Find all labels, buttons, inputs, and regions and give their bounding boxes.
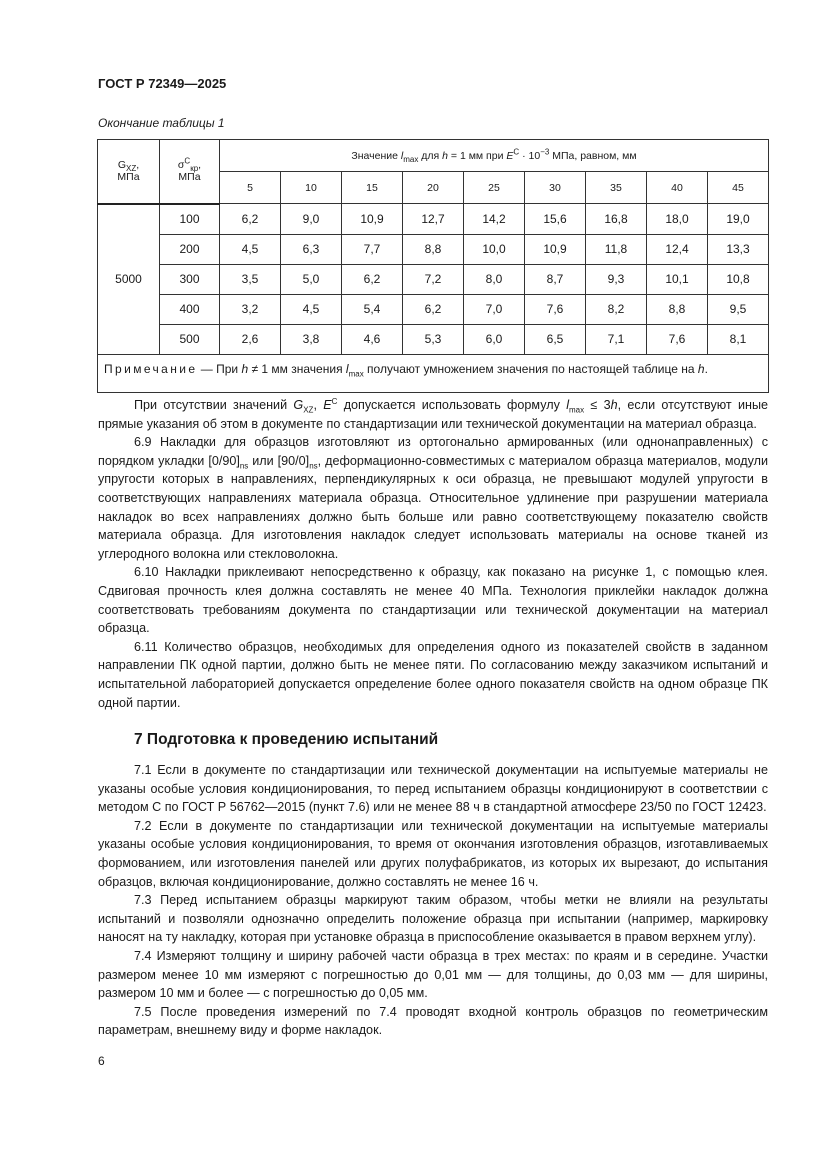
e-value-header: 25: [464, 172, 525, 204]
value-cell: 6,0: [464, 324, 525, 354]
value-cell: 9,5: [708, 294, 769, 324]
e-value-header: 35: [586, 172, 647, 204]
value-cell: 8,2: [586, 294, 647, 324]
value-cell: 10,8: [708, 264, 769, 294]
value-cell: 7,6: [647, 324, 708, 354]
value-cell: 8,1: [708, 324, 769, 354]
paragraph-6-9: 6.9 Накладки для образцов изготовляют из ортогонально армированных (или однонаправленных) с порядком укладки $[0/90]_{ns}$ или $[90/0]_{ns}$, деформационно-совместимых с материалом образца материалов, модули упругости которых в направлениях, перпендикулярных к оси образца, не превышают модулей упругости в соответствующих направлениях материала образца. Относительное удлинение при разрушении материала накладок во всех направлениях должно быть больше или равно соответствующему показателю свойств материала образца. Для изготовления накладок следует использовать материалы на основе тканей из углеродного волокна или стекловолокна.: [98, 435, 768, 561]
value-cell: 8,7: [525, 264, 586, 294]
value-cell: 5,0: [281, 264, 342, 294]
value-cell: 10,0: [464, 234, 525, 264]
paragraph-6-10: 6.10 Накладки приклеивают непосредственно к образцу, как показано на рисунке 1, с помощью клея. Сдвиговая прочность клея должна составлять не менее 40 МПа. Технология приклейки накладок должна соответствовать требованиям документа по стандартизации или технической документации на материал образца.: [98, 565, 768, 636]
value-cell: 2,6: [220, 324, 281, 354]
value-cell: 7,1: [586, 324, 647, 354]
value-cell: 4,6: [342, 324, 403, 354]
table-row: [98, 204, 769, 235]
table-row: [98, 324, 769, 354]
e-value-header: 15: [342, 172, 403, 204]
value-cell: 12,4: [647, 234, 708, 264]
paragraph-7-5: 7.5 После проведения измерений по 7.4 проводят входной контроль образцов по геометрическим параметрам, внешнему виду и форме накладок.: [98, 1004, 768, 1038]
value-cell: 10,1: [647, 264, 708, 294]
value-cell: 3,5: [220, 264, 281, 294]
value-cell: 6,2: [342, 264, 403, 294]
value-cell: 19,0: [708, 204, 769, 235]
value-cell: 8,0: [464, 264, 525, 294]
sigma-cell: 100: [160, 204, 220, 235]
sigma-cell: 300: [160, 264, 220, 294]
values-table: [97, 139, 769, 393]
section-title: 7 Подготовка к проведению испытаний: [134, 731, 439, 748]
value-cell: 10,9: [525, 234, 586, 264]
paragraph-7-3: 7.3 Перед испытанием образцы маркируют таким образом, чтобы метки не влияли на результаты испытаний и позволяли однозначно определить положение образца при испытании (например, маркировку наносят на ту накладку, которая при установке образца в приспособление оказывается в правом верхнем углу).: [98, 893, 768, 945]
header-lmax-span: Значение $l_{max}$ для h = 1 мм при $E^С \cdot 10^{-3}$ МПа, равном, мм: [220, 140, 769, 172]
table-row: [98, 234, 769, 264]
value-cell: 3,2: [220, 294, 281, 324]
value-cell: 3,8: [281, 324, 342, 354]
paragraph-7-4: 7.4 Измеряют толщину и ширину рабочей части образца в трех местах: по краям и в середине. Участки размером менее 10 мм измеряют с погрешностью до 0,01 мм — для толщины, до 0,03 мм — для ширины, размером 10 мм и более — с погрешностью до 0,05 мм.: [98, 948, 768, 1001]
value-cell: 7,0: [464, 294, 525, 324]
value-cell: 9,0: [281, 204, 342, 235]
e-value-header: 30: [525, 172, 586, 204]
e-value-header: 20: [403, 172, 464, 204]
value-cell: 5,3: [403, 324, 464, 354]
value-cell: 14,2: [464, 204, 525, 235]
value-cell: 6,2: [403, 294, 464, 324]
table-note: Примечание — При h ≠ 1 мм значения $l_{max}$ получают умножением значения по настоящей таблице на h.: [98, 354, 769, 392]
g-value-cell: 5000: [98, 204, 160, 355]
e-value-header: 40: [647, 172, 708, 204]
value-cell: 7,2: [403, 264, 464, 294]
value-cell: 7,6: [525, 294, 586, 324]
body-block-2: [98, 761, 768, 1040]
value-cell: 15,6: [525, 204, 586, 235]
header-g-xz: $G_{XZ}$, МПа: [98, 140, 160, 204]
value-cell: 6,2: [220, 204, 281, 235]
value-cell: 8,8: [403, 234, 464, 264]
table-row: [98, 294, 769, 324]
value-cell: 10,9: [342, 204, 403, 235]
e-value-header: 5: [220, 172, 281, 204]
value-cell: 11,8: [586, 234, 647, 264]
table-caption: Окончание таблицы 1: [98, 116, 225, 130]
value-cell: 18,0: [647, 204, 708, 235]
sigma-cell: 200: [160, 234, 220, 264]
value-cell: 7,7: [342, 234, 403, 264]
paragraph-formula: При отсутствии значений $G_{XZ}$, $E^С$ допускается использовать формулу $l_{max} \le 3h$, если отсутствуют иные прямые указания об этом в документе по стандартизации или технической документации на материал образца.: [98, 396, 769, 431]
header-sigma-kr: $\sigma^С_{кр}$, МПа: [160, 140, 220, 204]
page-number: 6: [98, 1054, 105, 1068]
value-cell: 8,8: [647, 294, 708, 324]
value-cell: 12,7: [403, 204, 464, 235]
value-cell: 4,5: [281, 294, 342, 324]
e-value-header: 45: [708, 172, 769, 204]
paragraph-6-11: 6.11 Количество образцов, необходимых для определения одного из показателей свойств в заданном направлении ПК одной партии, должно быть не менее пяти. По согласованию между заказчиком испытаний и испытательной лабораторией допускается определение более одного показателя свойств на одном образце ПК одной партии.: [98, 639, 768, 710]
e-value-header: 10: [281, 172, 342, 204]
value-cell: 16,8: [586, 204, 647, 235]
paragraph-7-1: 7.1 Если в документе по стандартизации или технической документации на испытуемые материалы не указаны особые условия кондиционирования, то перед испытанием образцы кондиционируют в соответствии с методом С по ГОСТ Р 56762—2015 (пункт 7.6) или не менее 88 ч в стандартной атмосфере 23/50 по ГОСТ 12423.: [98, 763, 768, 815]
document-header: ГОСТ Р 72349—2025: [98, 76, 227, 91]
value-cell: 13,3: [708, 234, 769, 264]
sigma-cell: 400: [160, 294, 220, 324]
value-cell: 6,5: [525, 324, 586, 354]
paragraph-7-2: 7.2 Если в документе по стандартизации или технической документации на испытуемые материалы указаны особые условия кондиционирования, то время от окончания изготовления образцов, изготавливаемых формованием, или изготовления панелей или других полуфабрикатов, из которых их вырезают, до испытания образцов, включая кондиционирование, должно составлять не менее 16 ч.: [98, 818, 768, 889]
value-cell: 6,3: [281, 234, 342, 264]
sigma-cell: 500: [160, 324, 220, 354]
value-cell: 5,4: [342, 294, 403, 324]
value-cell: 4,5: [220, 234, 281, 264]
value-cell: 9,3: [586, 264, 647, 294]
body-block-1: [98, 396, 768, 712]
table-row: [98, 264, 769, 294]
